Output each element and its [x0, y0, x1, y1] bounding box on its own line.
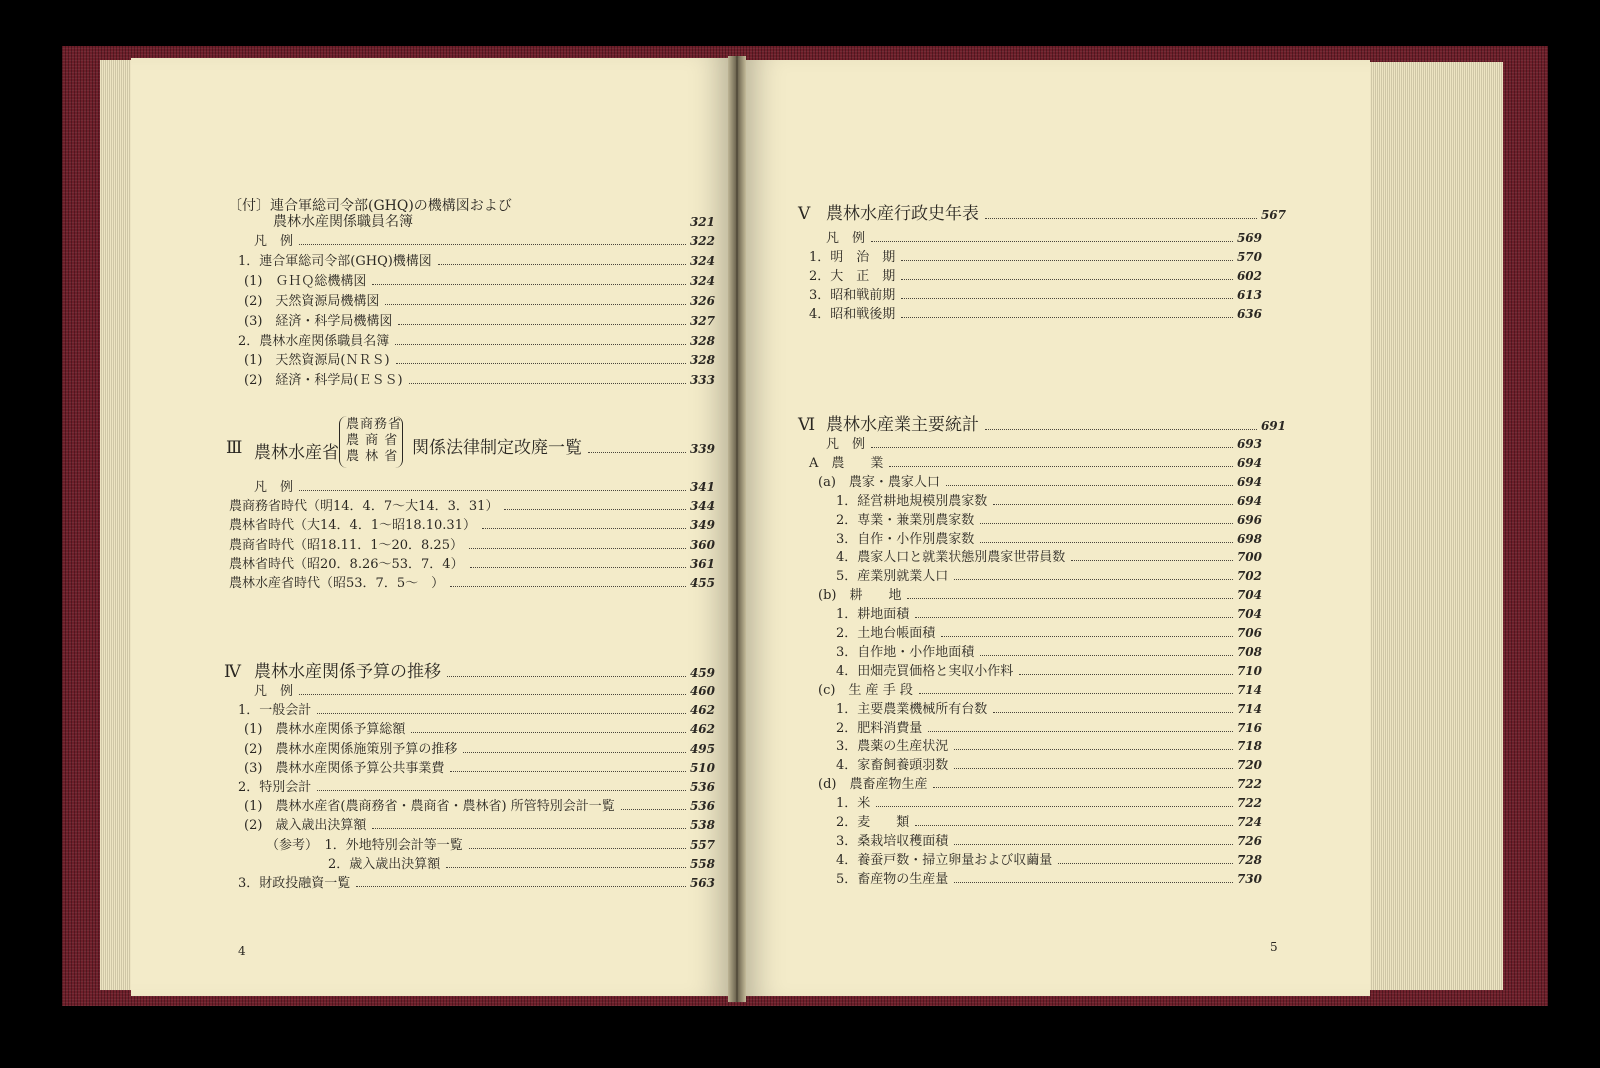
toc-entry [229, 517, 715, 534]
leader-dots [1071, 560, 1233, 561]
toc-label: (2) 歳入歳出決算額 [244, 818, 367, 834]
toc-entry [244, 352, 715, 369]
leader-dots [299, 244, 686, 245]
toc-entry [254, 479, 715, 496]
toc-entry [818, 776, 1262, 793]
toc-label: 1．一般会計 [238, 703, 312, 719]
leader-dots [396, 363, 686, 364]
toc-page: 361 [689, 556, 715, 571]
toc-entry [809, 287, 1262, 304]
toc-page: 696 [1236, 512, 1262, 527]
toc-page: 613 [1236, 288, 1262, 302]
toc-entry [244, 293, 715, 310]
toc-page: 706 [1236, 626, 1262, 640]
toc-page: 724 [1236, 815, 1262, 829]
toc-label: (2) 農林水産関係施策別予算の推移 [244, 741, 458, 757]
leader-dots [901, 317, 1233, 318]
leader-dots [954, 882, 1233, 883]
toc-page: 495 [689, 741, 715, 756]
toc-page: 698 [1236, 531, 1262, 546]
toc-label: 農林水産関係職員名簿 [273, 214, 413, 230]
leader-dots [907, 598, 1232, 599]
leader-dots [398, 324, 686, 325]
toc-entry [836, 757, 1262, 774]
toc-page: 321 [689, 215, 715, 229]
leader-dots [450, 771, 686, 772]
toc-page: 702 [1236, 569, 1262, 584]
toc-entry [836, 720, 1262, 737]
leader-dots [482, 528, 686, 529]
brace-line: 農 林 省 [346, 449, 399, 464]
toc-entry [836, 738, 1262, 755]
leader-dots [871, 447, 1233, 448]
toc-entry [836, 701, 1262, 718]
section-heading-entry [826, 417, 1286, 434]
toc-label: (2) 経済・科学局(ＥＳＳ) [244, 373, 403, 389]
leader-dots [450, 586, 686, 587]
left-page-edges [100, 60, 132, 990]
toc-page: 704 [1236, 588, 1262, 603]
leader-dots [299, 490, 686, 491]
leader-dots [317, 790, 686, 791]
leader-dots [941, 636, 1233, 637]
brace-stack [346, 417, 402, 465]
toc-page: 333 [689, 373, 715, 388]
toc-page: 716 [1236, 720, 1262, 735]
toc-entry [254, 233, 715, 250]
toc-entry [836, 663, 1262, 680]
toc-label: 1．米 [836, 796, 871, 812]
toc-label: 凡 例 [826, 437, 866, 452]
toc-label: 4．家畜飼養頭羽数 [836, 758, 949, 774]
leader-dots [438, 264, 686, 265]
section-numeral: Ⅵ [798, 415, 816, 435]
toc-label: 3．財政投融資一覧 [238, 876, 351, 891]
toc-entry [836, 871, 1262, 888]
leader-dots [889, 466, 1233, 467]
toc-page: 700 [1236, 550, 1262, 565]
leader-dots [411, 732, 686, 733]
toc-label: 3．昭和戦前期 [809, 288, 896, 303]
leader-dots [469, 848, 686, 849]
toc-page: 462 [689, 703, 715, 718]
toc-page: 726 [1236, 833, 1262, 848]
toc-label: 凡 例 [254, 684, 294, 699]
toc-label: 1．耕地面積 [836, 607, 910, 623]
toc-label: 4．養蚕戸数・掃立卵量および収繭量 [836, 852, 1053, 868]
toc-page: 602 [1236, 269, 1262, 283]
toc-entry [266, 837, 715, 854]
toc-page: 694 [1236, 474, 1262, 489]
toc-label: 2．特別会計 [238, 780, 312, 795]
toc-page: 324 [689, 253, 715, 268]
toc-entry [818, 474, 1262, 491]
toc-page: 693 [1236, 437, 1262, 451]
leader-dots [915, 617, 1233, 618]
toc-entry [238, 779, 715, 796]
toc-entry [818, 682, 1262, 699]
toc-page: 728 [1236, 852, 1262, 867]
leader-dots [317, 713, 686, 714]
toc-label: 5．産業別就業人口 [836, 569, 949, 585]
toc-entry [836, 512, 1262, 529]
toc-page: 691 [1260, 419, 1286, 433]
toc-label: 2．農林水産関係職員名簿 [238, 333, 390, 349]
page-number: 5 [1270, 940, 1278, 954]
leader-dots [446, 867, 686, 868]
toc-label: （参考） 1．外地特別会計等一覧 [266, 837, 463, 853]
toc-page: 328 [689, 333, 715, 348]
toc-label: 2．専業・兼業別農家数 [836, 512, 975, 528]
toc-entry [826, 436, 1262, 453]
toc-label: 農商省時代（昭18.11．1～20．8.25） [229, 537, 463, 553]
leader-dots [954, 768, 1233, 769]
toc-entry [254, 683, 715, 700]
toc-entry [273, 214, 715, 230]
toc-label: 1．明 治 期 [809, 250, 896, 265]
toc-page: 710 [1236, 663, 1262, 678]
toc-entry [836, 833, 1262, 850]
toc-entry [836, 644, 1262, 661]
leader-dots [1058, 863, 1233, 864]
toc-label: 農林省時代（大14．4．1～昭18.10.31） [229, 518, 476, 534]
toc-label: (3) 農林水産関係予算公共事業費 [244, 760, 445, 776]
toc-page: 694 [1236, 455, 1262, 470]
toc-entry [836, 814, 1262, 831]
toc-entry [836, 493, 1262, 510]
toc-page: 722 [1236, 777, 1262, 792]
leader-dots [463, 752, 686, 753]
leader-dots [871, 241, 1233, 242]
toc-label: 農林省時代（昭20．8.26～53．7．4） [229, 556, 464, 572]
leader-dots [946, 485, 1233, 486]
toc-page: 694 [1236, 493, 1262, 508]
toc-page: 360 [689, 537, 715, 552]
toc-label: 3．自作・小作別農家数 [836, 531, 975, 547]
toc-label: (a) 農家・農家人口 [818, 474, 940, 490]
toc-page: 730 [1236, 871, 1262, 886]
leader-dots [901, 298, 1233, 299]
toc-label: (1) 農林水産省(農商務省・農商省・農林省) 所管特別会計一覧 [244, 799, 615, 815]
toc-entry [244, 741, 715, 758]
leader-dots [447, 676, 686, 677]
toc-entry [809, 455, 1262, 472]
toc-label: 凡 例 [254, 480, 294, 495]
section-heading-entry [826, 206, 1286, 223]
leader-dots [928, 731, 1233, 732]
toc-entry [836, 531, 1262, 548]
leader-dots [980, 542, 1233, 543]
toc-entry [244, 372, 715, 389]
leader-dots [588, 452, 686, 453]
toc-entry [244, 273, 715, 290]
leader-dots [915, 825, 1233, 826]
section-title: 農林水産省 [254, 443, 339, 463]
toc-page: 708 [1236, 644, 1262, 659]
leader-dots [985, 218, 1257, 219]
toc-label: 凡 例 [254, 234, 294, 249]
toc-label: (1) 農林水産関係予算総額 [244, 722, 406, 738]
toc-page: 718 [1236, 739, 1262, 754]
leader-dots [372, 284, 686, 285]
toc-label: A 農 業 [809, 455, 884, 471]
leader-dots [985, 429, 1257, 430]
leader-dots [469, 548, 686, 549]
toc-label: 1．主要農業機械所有台数 [836, 701, 988, 717]
toc-entry [836, 568, 1262, 585]
toc-entry [836, 625, 1262, 642]
leader-dots [993, 712, 1233, 713]
leader-dots [901, 260, 1233, 261]
leader-dots [901, 279, 1233, 280]
toc-page: 714 [1236, 682, 1262, 697]
leader-dots [299, 694, 686, 695]
toc-label: (b) 耕 地 [818, 588, 902, 604]
toc-page: 328 [689, 353, 715, 368]
toc-entry [238, 253, 715, 270]
leader-dots [993, 504, 1233, 505]
toc-label: (2) 天然資源局機構図 [244, 293, 380, 309]
toc-label: 5．畜産物の生産量 [836, 871, 949, 887]
toc-page: 558 [689, 856, 715, 871]
toc-label: 2．大 正 期 [809, 269, 896, 284]
toc-page: 538 [689, 818, 715, 833]
toc-page: 570 [1236, 250, 1262, 264]
book-gutter [728, 56, 746, 1002]
toc-page: 326 [689, 293, 715, 308]
toc-entry [229, 556, 715, 573]
toc-entry [818, 587, 1262, 604]
toc-label: (1) 天然資源局(ＮＲＳ) [244, 353, 390, 369]
leader-dots [919, 693, 1233, 694]
toc-label: 1．経営耕地規模別農家数 [836, 493, 988, 509]
toc-label: 2．土地台帳面積 [836, 626, 936, 641]
toc-page: 567 [1260, 208, 1286, 222]
toc-entry [836, 795, 1262, 812]
section-numeral: Ⅳ [224, 662, 241, 682]
toc-page: 563 [689, 876, 715, 890]
leader-dots [1019, 674, 1233, 675]
toc-entry [238, 875, 715, 892]
section-title-b: 関係法律制定改廃一覧 [412, 438, 582, 458]
toc-page: 714 [1236, 701, 1262, 716]
toc-page: 636 [1236, 307, 1262, 321]
leader-dots [933, 787, 1232, 788]
leader-dots [372, 828, 686, 829]
toc-entry [826, 230, 1262, 247]
toc-entry [238, 333, 715, 350]
toc-page: 536 [689, 780, 715, 794]
toc-entry [244, 721, 715, 738]
toc-entry [328, 856, 715, 873]
leader-dots [954, 579, 1233, 580]
attach-heading-line1: 〔付〕連合軍総司令部(GHQ)の機構図および [228, 198, 512, 214]
section-title: 農林水産関係予算の推移 [254, 662, 441, 682]
leader-dots [980, 523, 1233, 524]
toc-page: 722 [1236, 796, 1262, 811]
toc-page: 459 [689, 666, 715, 680]
toc-page: 341 [689, 480, 715, 494]
toc-entry [229, 498, 715, 515]
toc-label: 3．農薬の生産状況 [836, 739, 949, 755]
leader-dots [409, 383, 686, 384]
leader-dots [470, 567, 686, 568]
toc-page: 327 [689, 313, 715, 328]
leader-dots [621, 809, 686, 810]
toc-label: 2．麦 類 [836, 815, 910, 830]
toc-page: 455 [689, 576, 715, 590]
toc-page: 339 [689, 442, 715, 456]
toc-entry [229, 575, 715, 592]
toc-entry [836, 549, 1262, 566]
leader-dots [954, 749, 1233, 750]
toc-label: 2．歳入歳出決算額 [328, 856, 441, 872]
toc-label: 4．農家人口と就業状態別農家世帯員数 [836, 550, 1066, 566]
toc-label: 2．肥料消費量 [836, 720, 923, 736]
toc-label: (3) 経済・科学局機構図 [244, 313, 393, 329]
toc-label: (c) 生 産 手 段 [818, 682, 913, 698]
right-page-edges [1368, 62, 1503, 990]
toc-entry [809, 306, 1262, 323]
section-numeral: Ⅲ [226, 438, 243, 458]
toc-label: 1．連合軍総司令部(GHQ)機構図 [238, 253, 432, 269]
section-title: 農林水産行政史年表 [826, 204, 979, 224]
toc-page: 462 [689, 722, 715, 737]
toc-page: 322 [689, 234, 715, 248]
toc-entry [836, 606, 1262, 623]
toc-page: 557 [689, 837, 715, 852]
toc-label: 農林水産省時代（昭53．7．5～ ） [229, 576, 445, 591]
toc-entry [229, 537, 715, 554]
toc-label: 4．田畑売買価格と実収小作料 [836, 663, 1014, 679]
toc-page: 569 [1236, 231, 1262, 245]
toc-entry [244, 817, 715, 834]
leader-dots [980, 655, 1233, 656]
toc-label: (d) 農畜産物生産 [818, 777, 928, 793]
toc-entry [238, 702, 715, 719]
leader-dots [504, 509, 685, 510]
page-number: 4 [238, 944, 246, 958]
toc-label: 凡 例 [826, 231, 866, 246]
toc-page: 510 [689, 760, 715, 775]
toc-page: 324 [689, 273, 715, 288]
leader-dots [385, 304, 686, 305]
toc-label: (1) ＧＨＱ総機構図 [244, 273, 367, 289]
toc-entry [244, 313, 715, 330]
leader-dots [356, 886, 686, 887]
leader-dots [954, 844, 1233, 845]
toc-page: 704 [1236, 607, 1262, 622]
section-numeral: Ⅴ [798, 204, 811, 224]
toc-entry [809, 249, 1262, 266]
toc-page: 460 [689, 684, 715, 698]
toc-label: 4．昭和戦後期 [809, 307, 896, 322]
section-title: 農林水産業主要統計 [826, 415, 979, 435]
section-heading-entry [254, 664, 715, 681]
brace-line: 農 商 省 [346, 433, 399, 448]
toc-label: 農商務省時代（明14．4．7～大14．3．31） [229, 499, 499, 515]
toc-label: 3．自作地・小作地面積 [836, 644, 975, 660]
brace-line: 農商務省 [346, 417, 403, 432]
toc-page: 720 [1236, 758, 1262, 773]
toc-label: 3．桑栽培収穫面積 [836, 833, 949, 849]
toc-entry [244, 760, 715, 777]
toc-entry [809, 268, 1262, 285]
leader-dots [876, 806, 1233, 807]
toc-page: 536 [689, 799, 715, 814]
toc-entry [836, 852, 1262, 869]
toc-page: 344 [689, 499, 715, 514]
toc-page: 349 [689, 518, 715, 533]
leader-dots [395, 344, 686, 345]
section-heading-entry [412, 440, 715, 457]
toc-entry [244, 798, 715, 815]
